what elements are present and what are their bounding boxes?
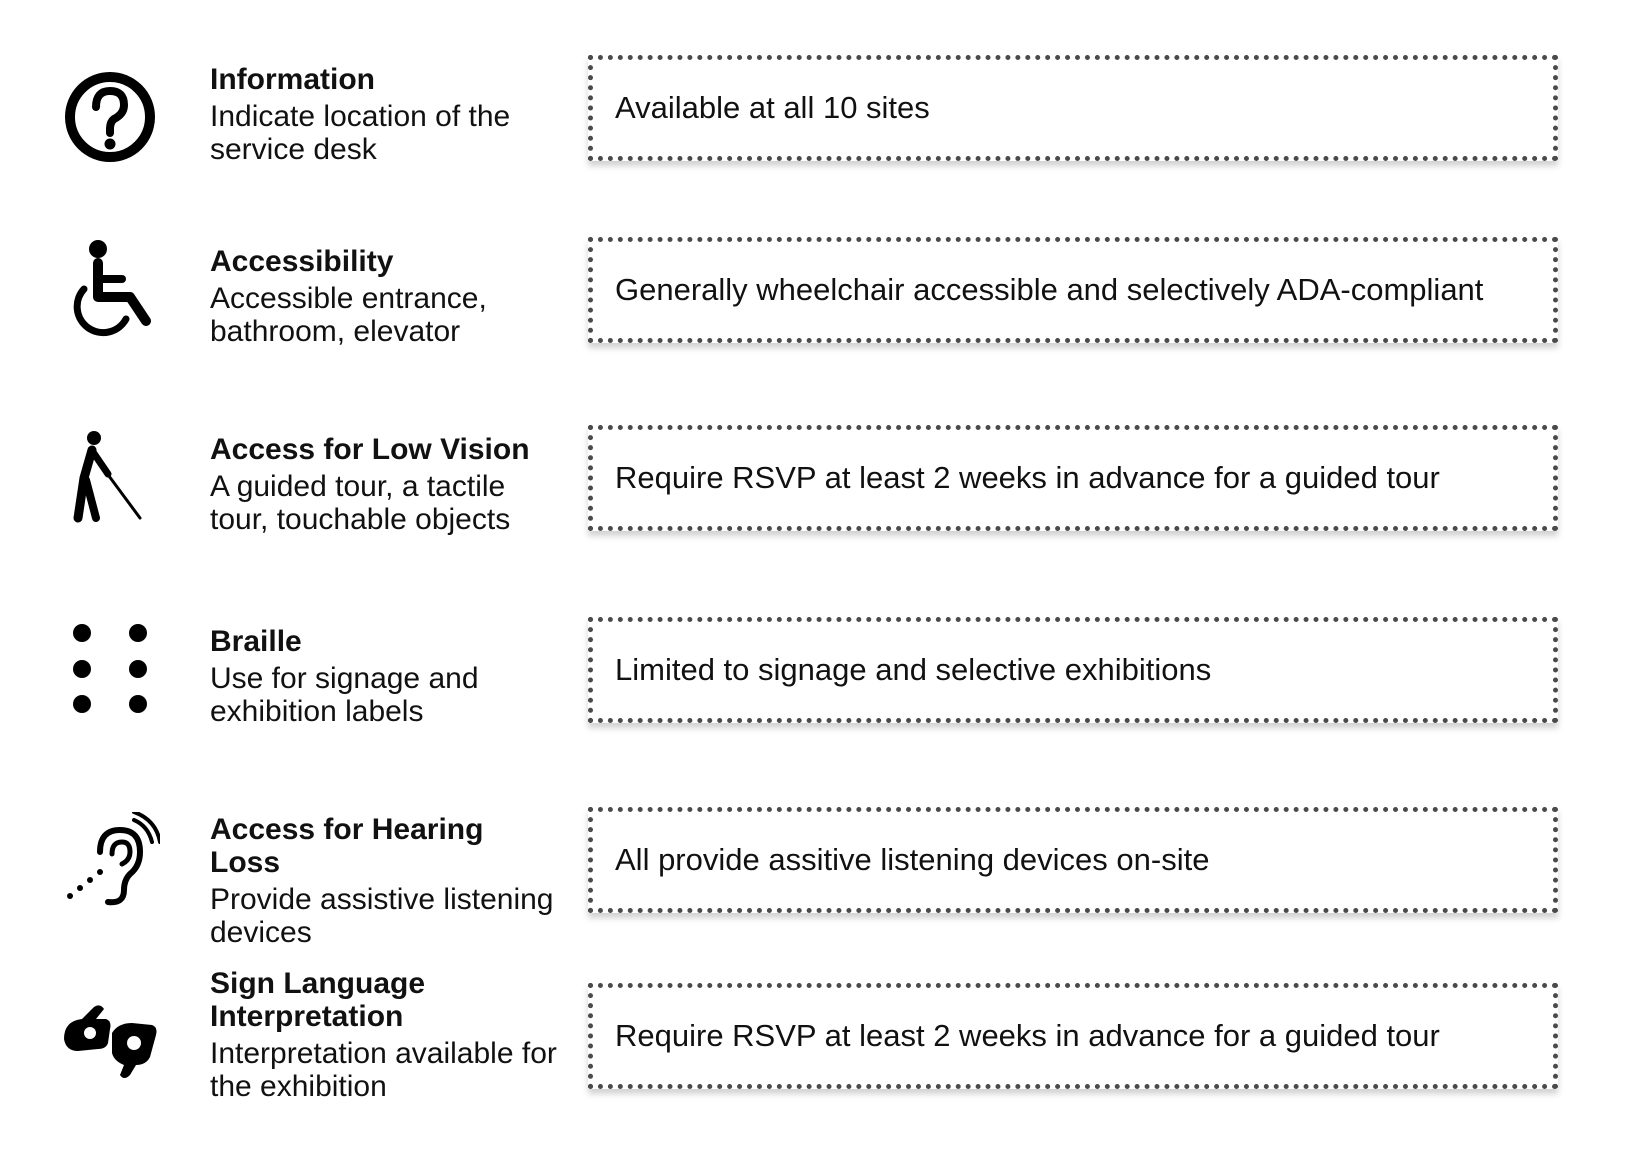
wheelchair-icon [60,239,160,339]
service-status-box: Require RSVP at least 2 weeks in advance for a guided tour [588,425,1558,531]
question-circle-icon [60,67,160,167]
service-status-box: Available at all 10 sites [588,55,1558,161]
service-status-box: Limited to signage and selective exhibitions [588,617,1558,723]
service-title: Accessibility [210,245,394,278]
service-text [210,63,560,166]
service-status-box: Require RSVP at least 2 weeks in advance for a guided tour [588,983,1558,1089]
service-description: Use for signage and exhibition labels [210,662,479,728]
service-text [210,245,560,348]
service-status-box: Generally wheelchair accessible and selectively ADA-compliant [588,237,1558,343]
service-title: Access for Low Vision [210,433,530,466]
service-title: Sign Language Interpretation [210,967,426,1033]
service-description: Accessible entrance, bathroom, elevator [210,282,487,348]
service-title: Access for Hearing Loss [210,813,484,879]
hearing-assist-icon [60,812,160,912]
braille-icon [60,617,160,717]
service-title: Information [210,63,375,96]
service-text [210,625,560,728]
sign-language-icon [60,995,160,1095]
service-text [210,813,560,949]
service-status-box: All provide assitive listening devices on-site [588,807,1558,913]
service-title: Braille [210,625,302,658]
service-description: Indicate location of the service desk [210,100,511,166]
low-vision-cane-icon [60,430,160,530]
service-description: A guided tour, a tactile tour, touchable objects [210,470,511,536]
service-description: Provide assistive listening devices [210,883,554,949]
service-description: Interpretation available for the exhibition [210,1037,557,1103]
service-text [210,433,560,536]
service-text [210,967,560,1103]
